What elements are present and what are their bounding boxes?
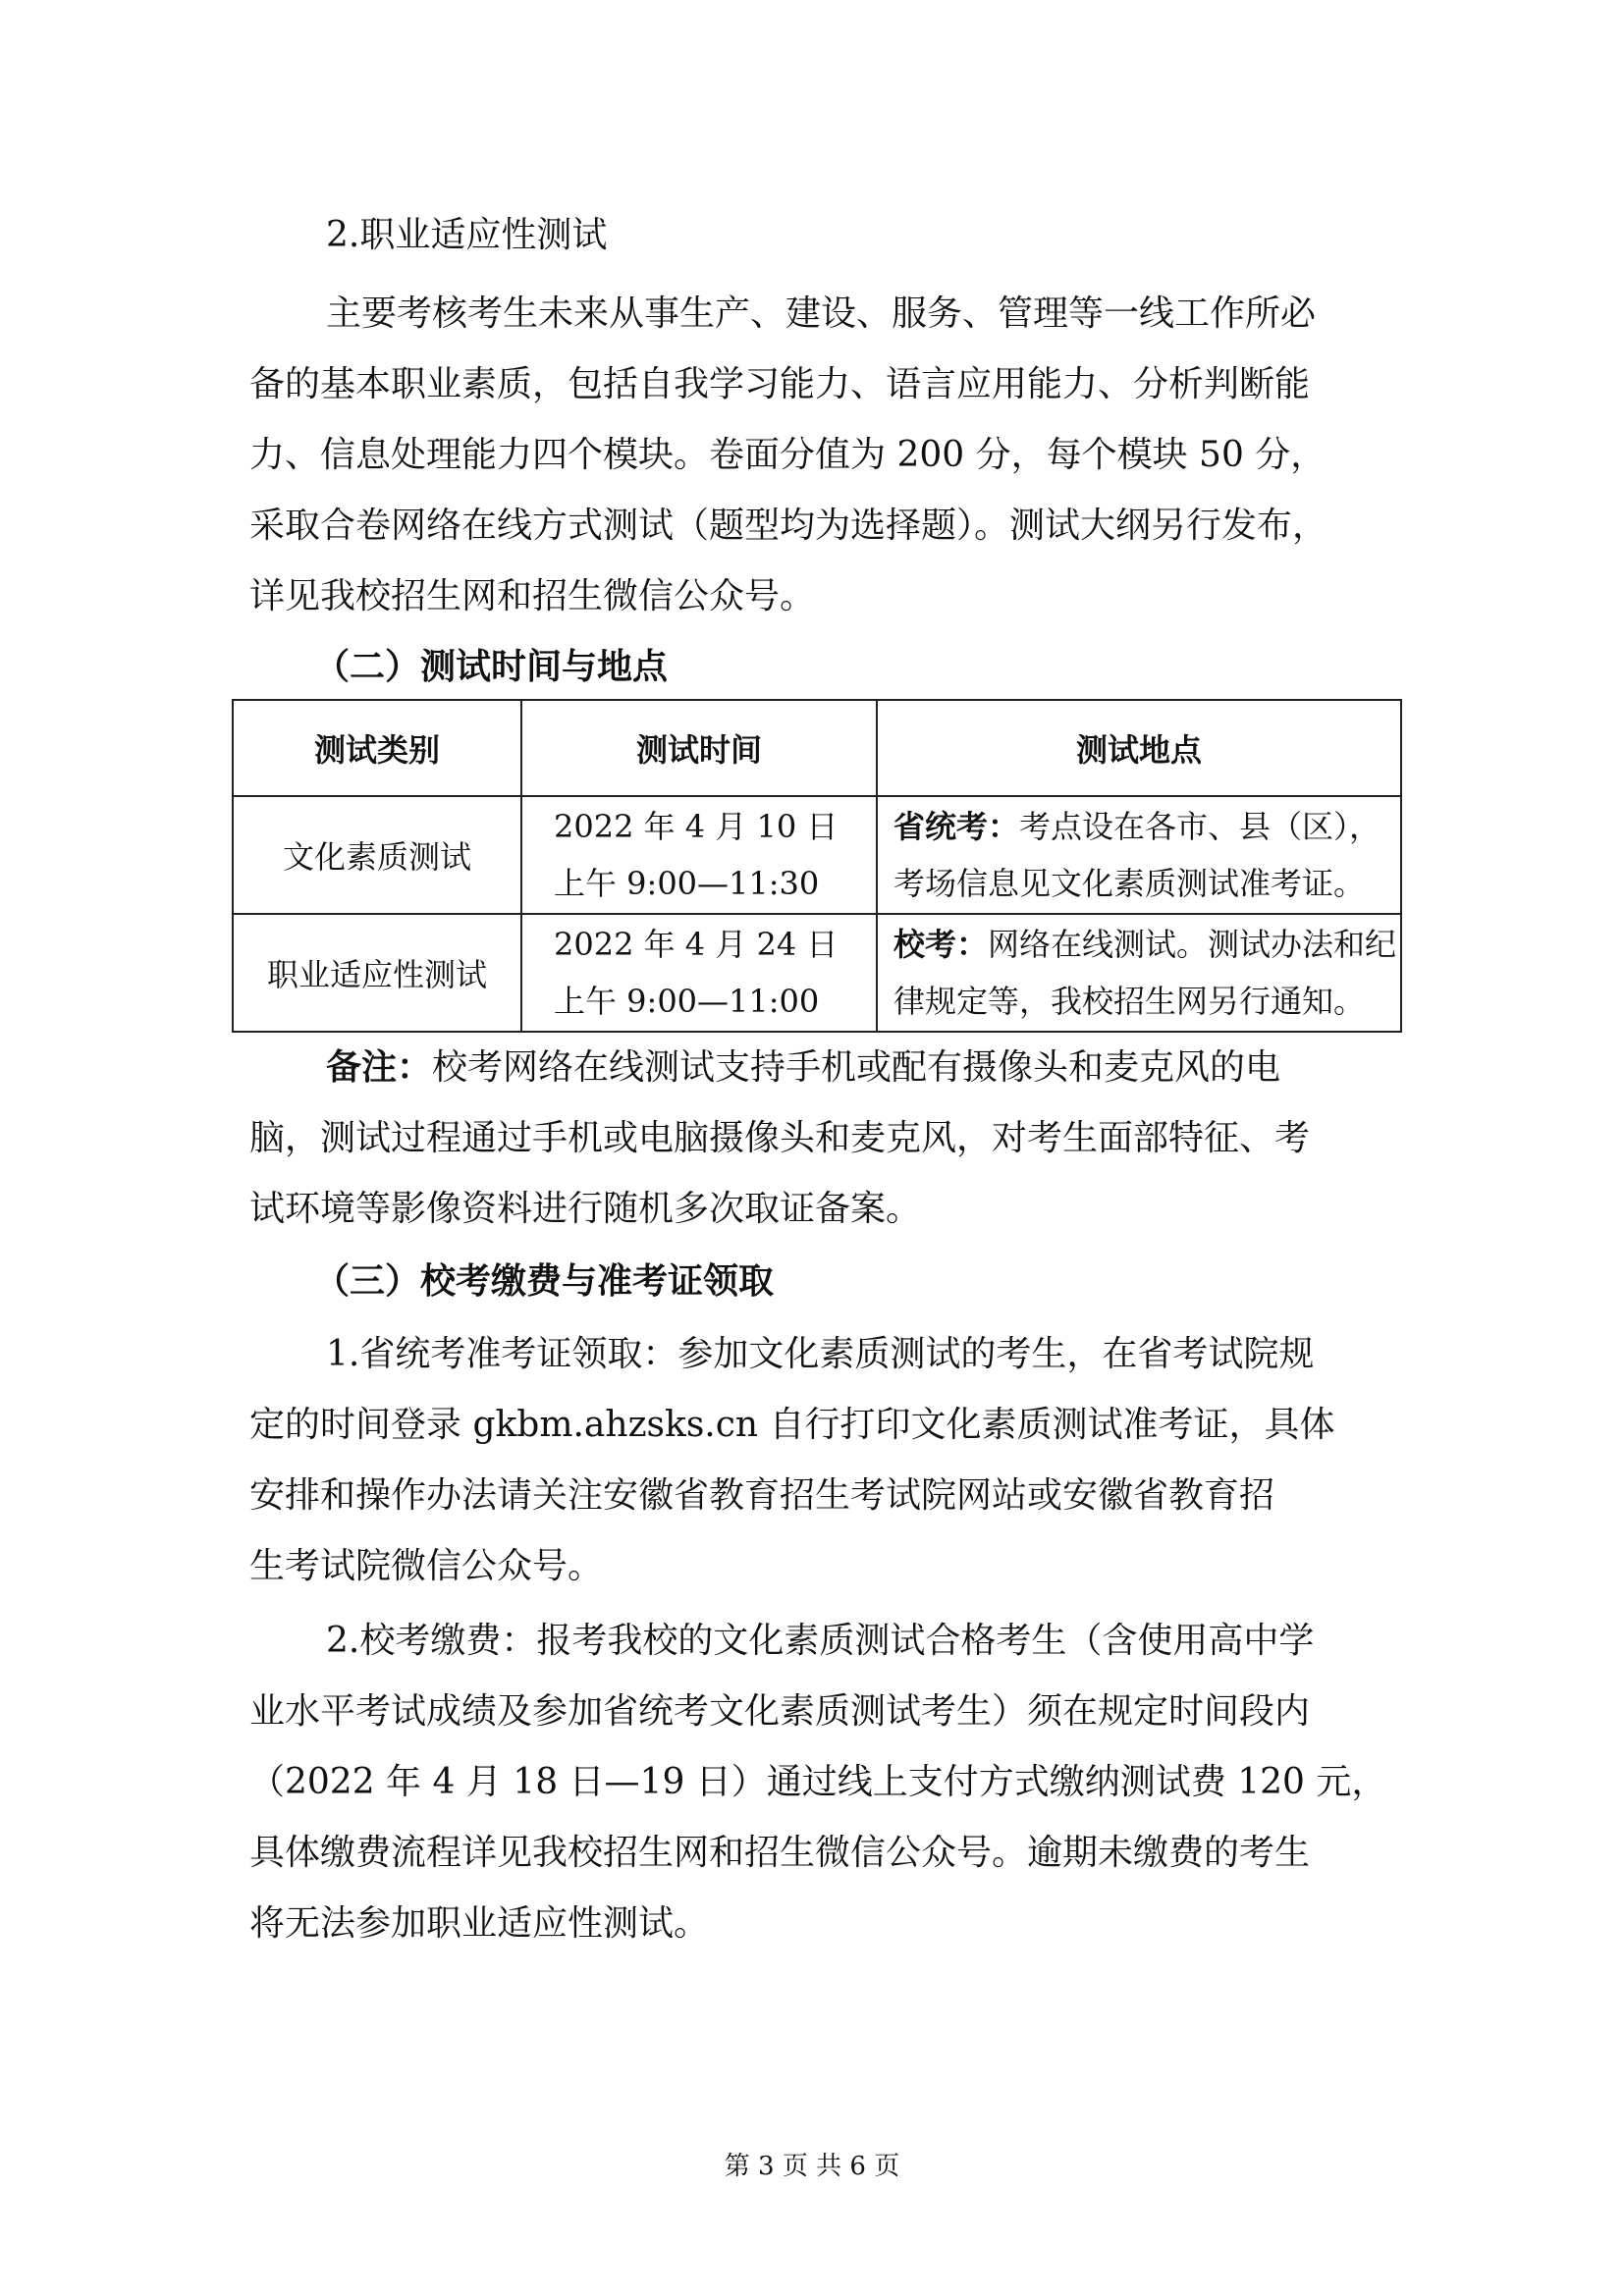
subsection-heading: （二）测试时间与地点 — [314, 647, 669, 687]
column-header: 测试类别 — [233, 700, 521, 796]
place-line: 律规定等，我校招生网另行通知。 — [893, 983, 1366, 1020]
paragraph-line: 1.省统考准考证领取：参加文化素质测试的考生，在省考试院规 — [326, 1334, 1315, 1374]
column-header: 测试地点 — [877, 700, 1401, 796]
table-cell-time — [521, 796, 877, 914]
note-line — [326, 1044, 1280, 1092]
paragraph-line: 备的基本职业素质，包括自我学习能力、语言应用能力、分析判断能 — [249, 364, 1311, 404]
column-header: 测试时间 — [521, 700, 877, 796]
place-line — [893, 798, 1400, 855]
paragraph-line: 安排和操作办法请关注安徽省教育招生考试院网站或安徽省教育招 — [249, 1475, 1275, 1516]
note-text: 校考网络在线测试支持手机或配有摄像头和麦克风的电 — [432, 1047, 1281, 1088]
time-date: 2022 年 4 月 24 日 — [554, 926, 839, 963]
time-range: 上午 9:00—11:30 — [554, 865, 820, 902]
table-cell-place — [877, 914, 1401, 1032]
place-line — [893, 916, 1400, 973]
note-line: 脑，测试过程通过手机或电脑摄像头和麦克风，对考生面部特征、考 — [249, 1118, 1311, 1158]
paragraph-line: 力、信息处理能力四个模块。卷面分值为 200 分，每个模块 50 分， — [249, 435, 1326, 475]
page-footer: 第 3 页 共 6 页 — [724, 2152, 900, 2181]
table-header-row — [233, 700, 1401, 796]
paragraph-line: 详见我校招生网和招生微信公众号。 — [249, 576, 816, 616]
note-label: 备注： — [326, 1047, 433, 1088]
paragraph-line: 采取合卷网络在线方式测试（题型均为选择题）。测试大纲另行发布， — [249, 506, 1328, 546]
paragraph-line: （2022 年 4 月 18 日—19 日）通过线上支付方式缴纳测试费 120 元， — [249, 1762, 1387, 1802]
note-line: 试环境等影像资料进行随机多次取证备案。 — [249, 1189, 922, 1229]
paragraph-line: 主要考核考生未来从事生产、建设、服务、管理等一线工作所必 — [326, 294, 1317, 334]
table-cell-place — [877, 796, 1401, 914]
paragraph-line: 业水平考试成绩及参加省统考文化素质测试考生）须在规定时间段内 — [249, 1691, 1311, 1732]
time-range: 上午 9:00—11:00 — [554, 983, 820, 1020]
place-label: 校考： — [893, 926, 989, 963]
paragraph-line: 定的时间登录 gkbm.ahzsks.cn 自行打印文化素质测试准考证，具体 — [249, 1405, 1335, 1445]
place-line: 考场信息见文化素质测试准考证。 — [893, 865, 1366, 902]
time-date: 2022 年 4 月 10 日 — [554, 808, 839, 845]
paragraph-line: 2.校考缴费：报考我校的文化素质测试合格考生（含使用高中学 — [326, 1621, 1315, 1661]
paragraph-line: 生考试院微信公众号。 — [249, 1546, 604, 1586]
place-label: 省统考： — [893, 808, 1020, 845]
table-cell-category: 文化素质测试 — [233, 796, 521, 914]
place-text: 网络在线测试。测试办法和纪 — [988, 926, 1397, 963]
paragraph-line: 具体缴费流程详见我校招生网和招生微信公众号。逾期未缴费的考生 — [249, 1833, 1311, 1873]
table-row — [233, 796, 1401, 914]
place-text: 考点设在各市、县（区）， — [1019, 808, 1381, 845]
table-cell-time — [521, 914, 877, 1032]
subsection-heading: （三）校考缴费与准考证领取 — [314, 1261, 775, 1302]
table-cell-category: 职业适应性测试 — [233, 914, 521, 1032]
section-heading: 2.职业适应性测试 — [326, 215, 608, 255]
schedule-table — [232, 699, 1402, 1033]
paragraph-line: 将无法参加职业适应性测试。 — [249, 1903, 710, 1944]
table-row — [233, 914, 1401, 1032]
